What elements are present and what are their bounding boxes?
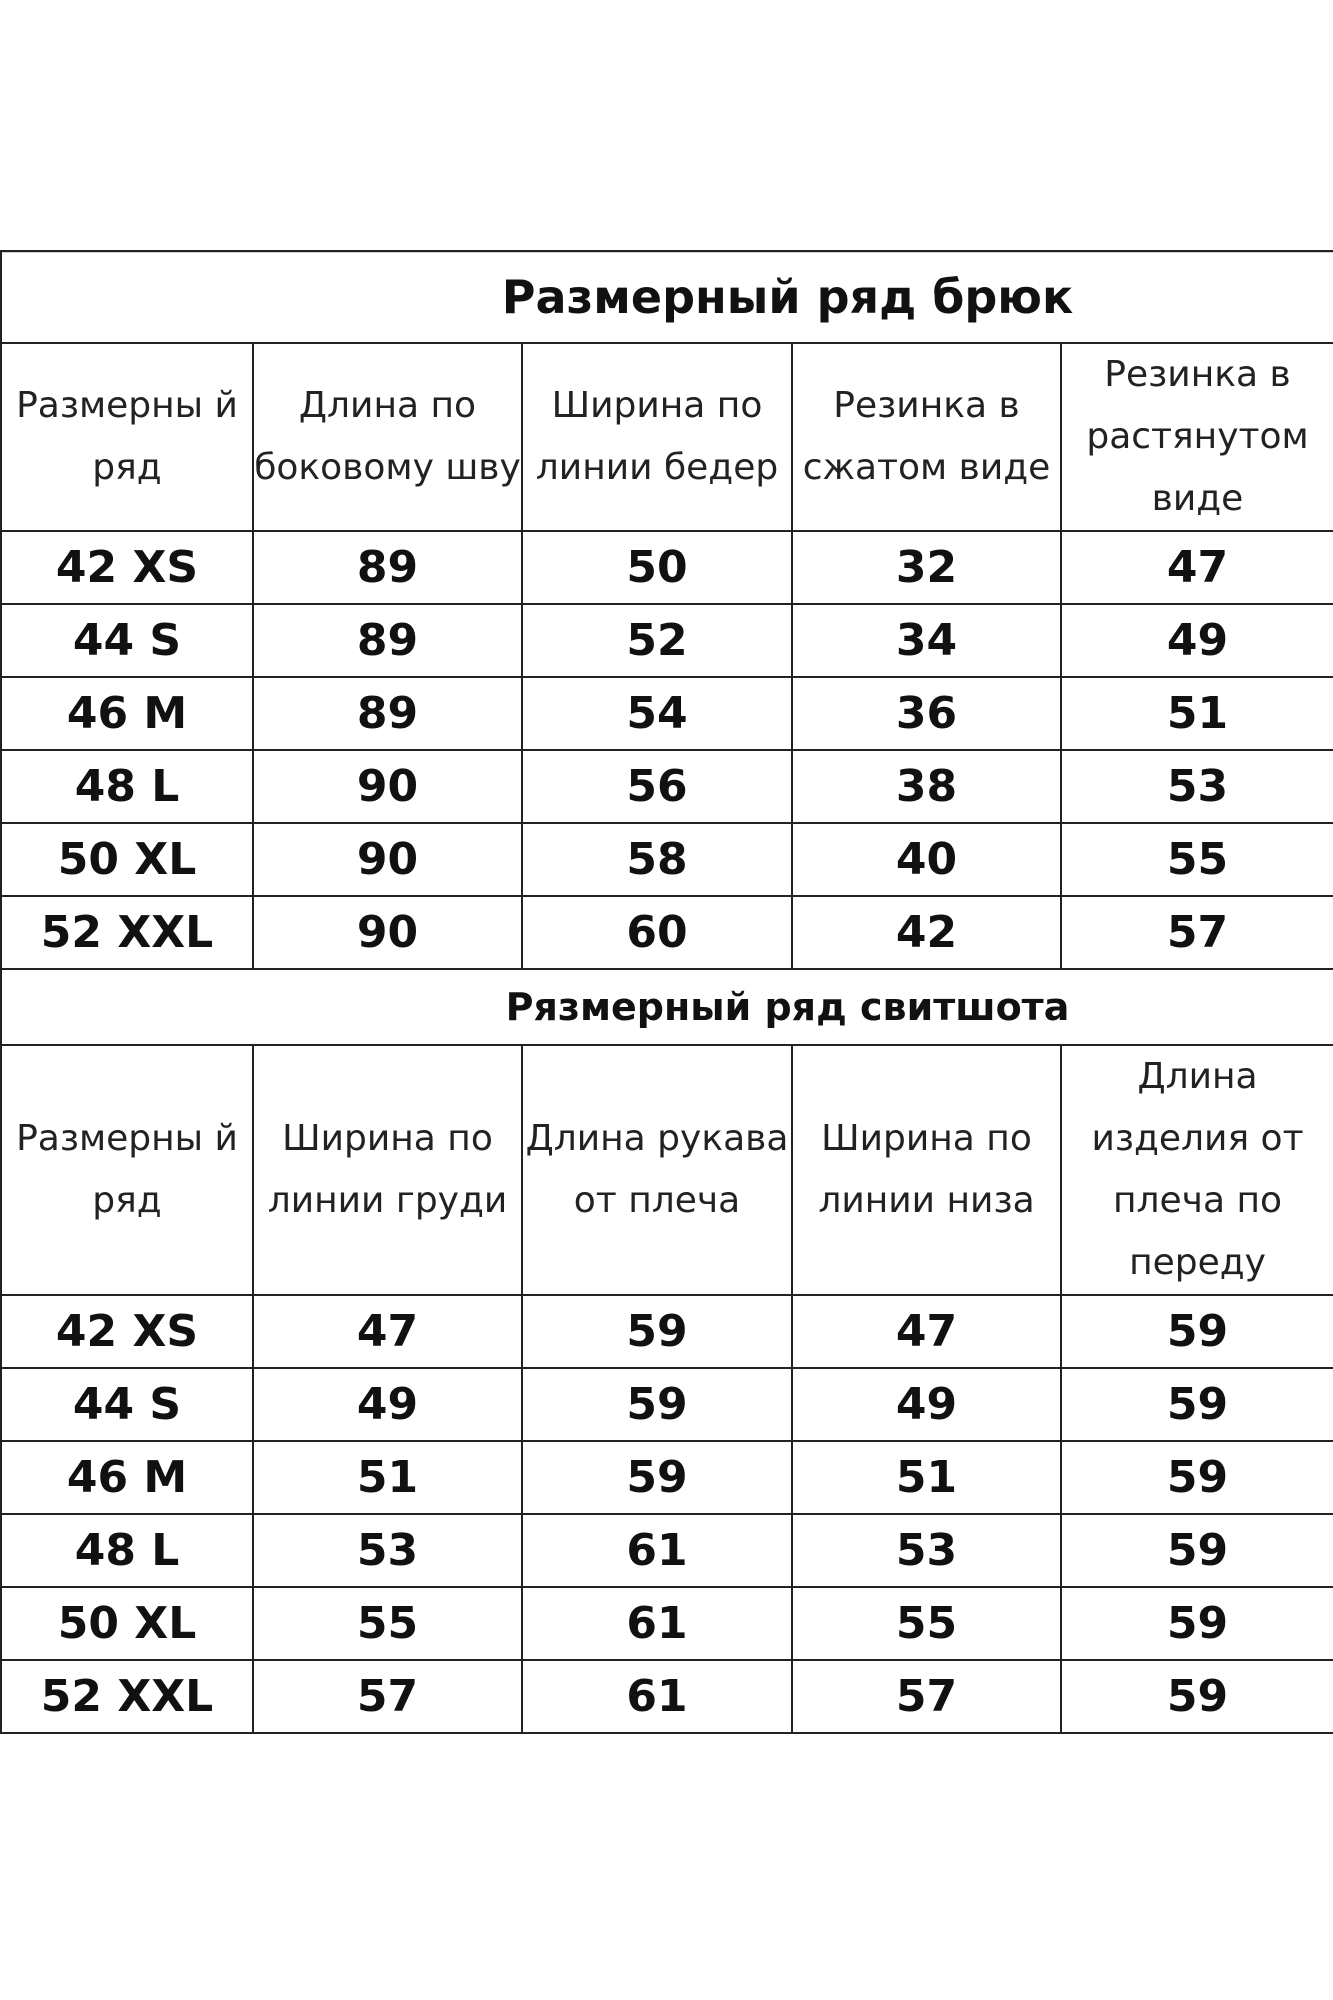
table-row bbox=[1, 750, 1333, 823]
size-cell: 50 XL bbox=[1, 823, 253, 896]
value-cell: 59 bbox=[1061, 1441, 1333, 1514]
value-cell: 50 bbox=[522, 531, 792, 604]
value-cell: 51 bbox=[1061, 677, 1333, 750]
column-header: Длина изделия от плеча по переду bbox=[1061, 1045, 1333, 1295]
size-cell: 52 XXL bbox=[1, 1660, 253, 1733]
table-row bbox=[1, 1587, 1333, 1660]
value-cell: 61 bbox=[522, 1660, 792, 1733]
value-cell: 52 bbox=[522, 604, 792, 677]
column-header: Длина рукава от плеча bbox=[522, 1045, 792, 1295]
value-cell: 53 bbox=[253, 1514, 522, 1587]
table-row bbox=[1, 604, 1333, 677]
value-cell: 34 bbox=[792, 604, 1061, 677]
size-cell: 42 XS bbox=[1, 531, 253, 604]
value-cell: 40 bbox=[792, 823, 1061, 896]
value-cell: 55 bbox=[1061, 823, 1333, 896]
column-header: Резинка в растянутом виде bbox=[1061, 343, 1333, 531]
value-cell: 53 bbox=[792, 1514, 1061, 1587]
column-header: Резинка в сжатом виде bbox=[792, 343, 1061, 531]
value-cell: 47 bbox=[1061, 531, 1333, 604]
value-cell: 59 bbox=[1061, 1587, 1333, 1660]
size-cell: 48 L bbox=[1, 750, 253, 823]
column-header: Ширина по линии груди bbox=[253, 1045, 522, 1295]
value-cell: 59 bbox=[1061, 1368, 1333, 1441]
value-cell: 89 bbox=[253, 604, 522, 677]
value-cell: 89 bbox=[253, 677, 522, 750]
table-row bbox=[1, 1660, 1333, 1733]
table-row bbox=[1, 1295, 1333, 1368]
column-header: Ширина по линии бедер bbox=[522, 343, 792, 531]
trousers-title: Размерный ряд брюк bbox=[1, 251, 1333, 343]
value-cell: 59 bbox=[522, 1368, 792, 1441]
value-cell: 57 bbox=[1061, 896, 1333, 969]
column-header: Размерны й ряд bbox=[1, 343, 253, 531]
value-cell: 54 bbox=[522, 677, 792, 750]
sweatshirt-header-row bbox=[1, 1045, 1333, 1295]
value-cell: 42 bbox=[792, 896, 1061, 969]
trousers-header-row bbox=[1, 343, 1333, 531]
column-header: Ширина по линии низа bbox=[792, 1045, 1061, 1295]
size-cell: 46 M bbox=[1, 677, 253, 750]
size-cell: 46 M bbox=[1, 1441, 253, 1514]
value-cell: 36 bbox=[792, 677, 1061, 750]
value-cell: 59 bbox=[522, 1295, 792, 1368]
value-cell: 90 bbox=[253, 896, 522, 969]
table-row bbox=[1, 896, 1333, 969]
value-cell: 38 bbox=[792, 750, 1061, 823]
value-cell: 55 bbox=[253, 1587, 522, 1660]
value-cell: 58 bbox=[522, 823, 792, 896]
value-cell: 49 bbox=[792, 1368, 1061, 1441]
value-cell: 51 bbox=[253, 1441, 522, 1514]
value-cell: 57 bbox=[253, 1660, 522, 1733]
size-table bbox=[0, 250, 1333, 1734]
value-cell: 47 bbox=[253, 1295, 522, 1368]
value-cell: 59 bbox=[1061, 1514, 1333, 1587]
table-row bbox=[1, 531, 1333, 604]
column-header: Длина по боковому шву bbox=[253, 343, 522, 531]
table-row bbox=[1, 823, 1333, 896]
value-cell: 61 bbox=[522, 1587, 792, 1660]
value-cell: 32 bbox=[792, 531, 1061, 604]
size-chart bbox=[0, 250, 1333, 1734]
table-row bbox=[1, 1368, 1333, 1441]
size-cell: 42 XS bbox=[1, 1295, 253, 1368]
size-cell: 44 S bbox=[1, 604, 253, 677]
value-cell: 47 bbox=[792, 1295, 1061, 1368]
sweatshirt-title: Рязмерный ряд свитшота bbox=[1, 969, 1333, 1045]
value-cell: 53 bbox=[1061, 750, 1333, 823]
value-cell: 59 bbox=[1061, 1660, 1333, 1733]
size-cell: 48 L bbox=[1, 1514, 253, 1587]
size-cell: 44 S bbox=[1, 1368, 253, 1441]
value-cell: 57 bbox=[792, 1660, 1061, 1733]
value-cell: 59 bbox=[1061, 1295, 1333, 1368]
column-header: Размерны й ряд bbox=[1, 1045, 253, 1295]
size-cell: 50 XL bbox=[1, 1587, 253, 1660]
value-cell: 51 bbox=[792, 1441, 1061, 1514]
value-cell: 60 bbox=[522, 896, 792, 969]
table-row bbox=[1, 677, 1333, 750]
value-cell: 90 bbox=[253, 750, 522, 823]
table-row bbox=[1, 1514, 1333, 1587]
table-row bbox=[1, 1441, 1333, 1514]
value-cell: 61 bbox=[522, 1514, 792, 1587]
value-cell: 56 bbox=[522, 750, 792, 823]
value-cell: 90 bbox=[253, 823, 522, 896]
value-cell: 59 bbox=[522, 1441, 792, 1514]
value-cell: 89 bbox=[253, 531, 522, 604]
value-cell: 55 bbox=[792, 1587, 1061, 1660]
value-cell: 49 bbox=[253, 1368, 522, 1441]
size-cell: 52 XXL bbox=[1, 896, 253, 969]
value-cell: 49 bbox=[1061, 604, 1333, 677]
